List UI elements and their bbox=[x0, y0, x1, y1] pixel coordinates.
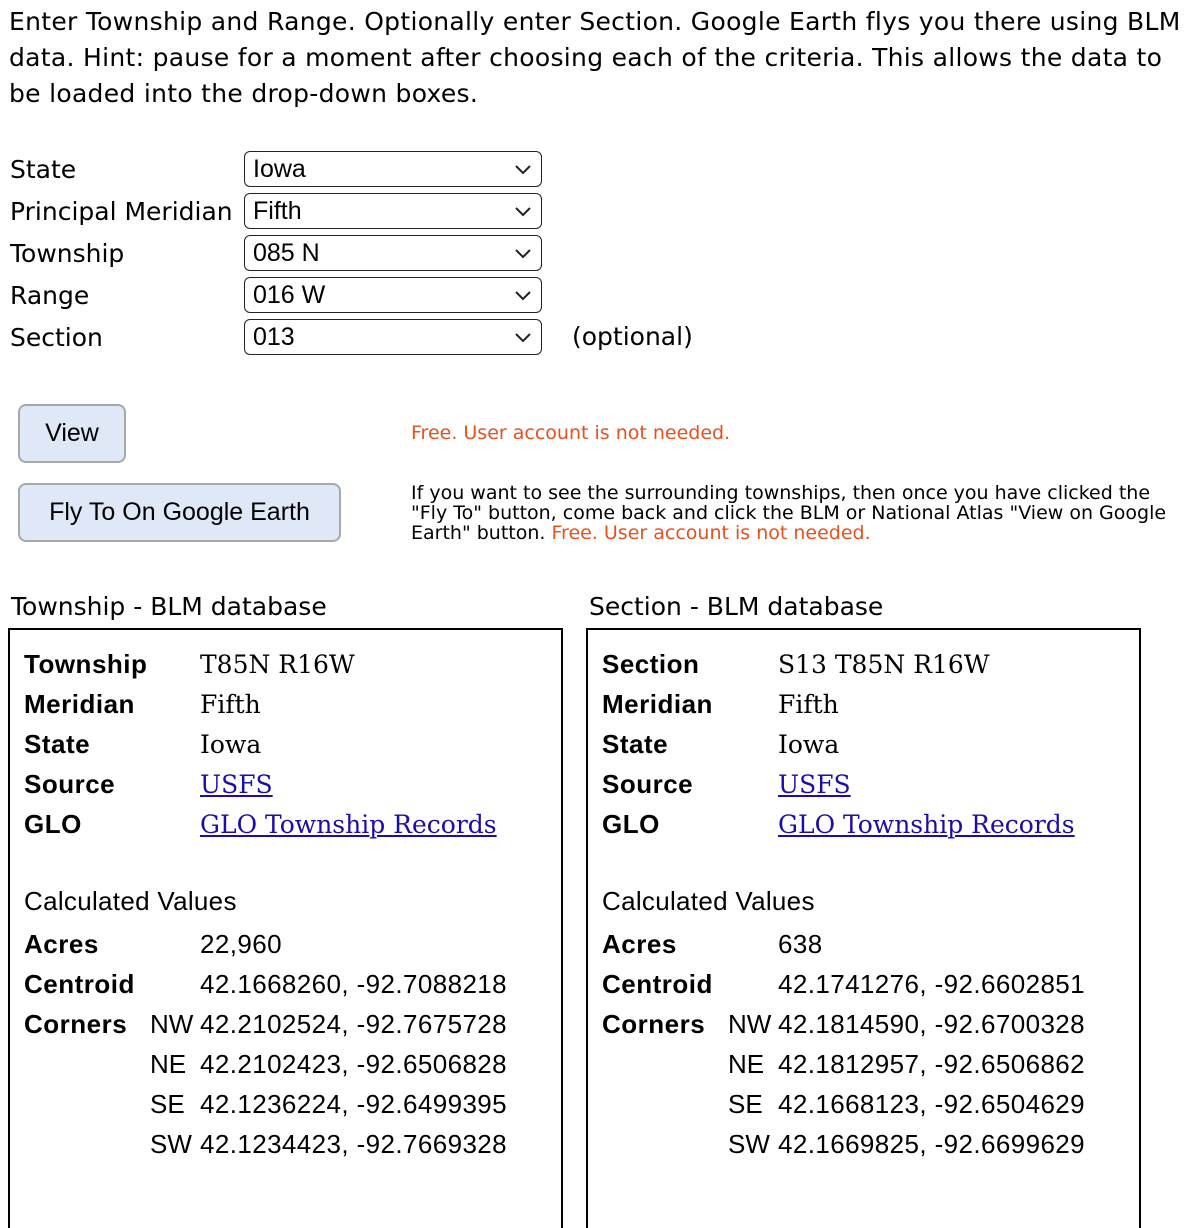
chevron-down-icon bbox=[513, 201, 533, 221]
corner-value: 42.1812957, -92.6506862 bbox=[778, 1048, 1086, 1079]
township-select[interactable] bbox=[244, 235, 542, 271]
fly-to-note bbox=[411, 483, 1191, 543]
optional-label: (optional) bbox=[572, 322, 693, 351]
township-select-value: 085 N bbox=[253, 238, 320, 267]
corner-dir: NW bbox=[728, 1008, 772, 1039]
chevron-down-icon bbox=[513, 243, 533, 263]
centroid-label: Centroid bbox=[24, 968, 135, 999]
state-row bbox=[10, 148, 244, 190]
corner-dir: NE bbox=[150, 1048, 187, 1079]
row-key: Source bbox=[24, 768, 116, 799]
corner-value: 42.1669825, -92.6699629 bbox=[778, 1128, 1086, 1159]
state-label: State bbox=[10, 154, 77, 184]
corner-dir: SE bbox=[728, 1088, 763, 1119]
range-select-value: 016 W bbox=[253, 280, 326, 309]
row-value: Iowa bbox=[200, 729, 262, 759]
corner-value: 42.2102423, -92.6506828 bbox=[200, 1048, 508, 1079]
meridian-label: Principal Meridian bbox=[10, 196, 233, 226]
instructions-text: Enter Township and Range. Optionally enter Section. Google Earth flys you there using BLM data. Hint: pause for a moment after choosing each of the criteria. This allows the data to be loaded into the drop-down boxes. bbox=[9, 7, 1181, 108]
centroid-value: 42.1668260, -92.7088218 bbox=[200, 968, 508, 999]
free-notice: Free. User account is not needed. bbox=[411, 422, 731, 444]
township-row bbox=[10, 232, 244, 274]
glo-value bbox=[778, 810, 1075, 839]
chevron-down-icon bbox=[513, 327, 533, 347]
fly-to-note-free: Free. User account is not needed. bbox=[551, 522, 871, 544]
row-key: State bbox=[602, 728, 669, 759]
source-link[interactable]: USFS bbox=[778, 769, 851, 799]
section-row bbox=[10, 316, 244, 358]
chevron-down-icon bbox=[513, 159, 533, 179]
source-link[interactable]: USFS bbox=[200, 769, 273, 799]
section-label: Section bbox=[10, 322, 103, 352]
source-value bbox=[778, 770, 851, 799]
corner-dir: NW bbox=[150, 1008, 194, 1039]
meridian-select[interactable] bbox=[244, 193, 542, 229]
corners-label: Corners bbox=[24, 1008, 128, 1039]
range-select[interactable] bbox=[244, 277, 542, 313]
glo-records-link[interactable]: GLO Township Records bbox=[200, 809, 497, 839]
acres-value: 22,960 bbox=[200, 928, 282, 959]
range-label: Range bbox=[10, 280, 90, 310]
corner-value: 42.1236224, -92.6499395 bbox=[200, 1088, 508, 1119]
meridian-select-value: Fifth bbox=[253, 196, 302, 225]
source-value bbox=[200, 770, 273, 799]
corners-label: Corners bbox=[602, 1008, 706, 1039]
glo-value bbox=[200, 810, 497, 839]
row-value: S13 T85N R16W bbox=[778, 649, 990, 679]
section-panel bbox=[586, 628, 1141, 1228]
row-value: Fifth bbox=[200, 689, 261, 719]
corner-dir: SW bbox=[150, 1128, 192, 1159]
calculated-values-heading: Calculated Values bbox=[602, 886, 815, 916]
corner-value: 42.2102524, -92.7675728 bbox=[200, 1008, 508, 1039]
row-key: Section bbox=[602, 648, 700, 679]
section-select-value: 013 bbox=[253, 322, 295, 351]
state-select[interactable] bbox=[244, 151, 542, 187]
row-value: Fifth bbox=[778, 689, 839, 719]
state-select-value: Iowa bbox=[253, 154, 306, 183]
township-panel-title: Township - BLM database bbox=[11, 592, 327, 621]
row-key: State bbox=[24, 728, 91, 759]
corner-dir: SE bbox=[150, 1088, 185, 1119]
row-key: Source bbox=[602, 768, 694, 799]
township-panel bbox=[8, 628, 563, 1228]
fly-to-note-text: If you want to see the surrounding townships, then once you have clicked the "Fly To" button, come back and click the BLM or National Atlas "View on Google Earth" button. bbox=[411, 482, 1167, 544]
row-key: GLO bbox=[602, 808, 660, 839]
corner-value: 42.1814590, -92.6700328 bbox=[778, 1008, 1086, 1039]
calculated-values-heading: Calculated Values bbox=[24, 886, 237, 916]
centroid-value: 42.1741276, -92.6602851 bbox=[778, 968, 1086, 999]
centroid-label: Centroid bbox=[602, 968, 713, 999]
township-label: Township bbox=[10, 238, 125, 268]
row-value: T85N R16W bbox=[200, 649, 355, 679]
corner-dir: NE bbox=[728, 1048, 765, 1079]
acres-label: Acres bbox=[24, 928, 99, 959]
glo-records-link[interactable]: GLO Township Records bbox=[778, 809, 1075, 839]
section-panel-title: Section - BLM database bbox=[589, 592, 884, 621]
view-button[interactable]: View bbox=[18, 404, 126, 463]
corner-value: 42.1234423, -92.7669328 bbox=[200, 1128, 508, 1159]
row-key: Township bbox=[24, 648, 148, 679]
acres-label: Acres bbox=[602, 928, 677, 959]
corner-dir: SW bbox=[728, 1128, 770, 1159]
meridian-row bbox=[10, 190, 244, 232]
row-key: Meridian bbox=[602, 688, 713, 719]
row-key: Meridian bbox=[24, 688, 135, 719]
fly-to-google-earth-button[interactable]: Fly To On Google Earth bbox=[18, 483, 341, 542]
range-row bbox=[10, 274, 244, 316]
section-select[interactable] bbox=[244, 319, 542, 355]
corner-value: 42.1668123, -92.6504629 bbox=[778, 1088, 1086, 1119]
row-key: GLO bbox=[24, 808, 82, 839]
acres-value: 638 bbox=[778, 928, 823, 959]
row-value: Iowa bbox=[778, 729, 840, 759]
chevron-down-icon bbox=[513, 285, 533, 305]
